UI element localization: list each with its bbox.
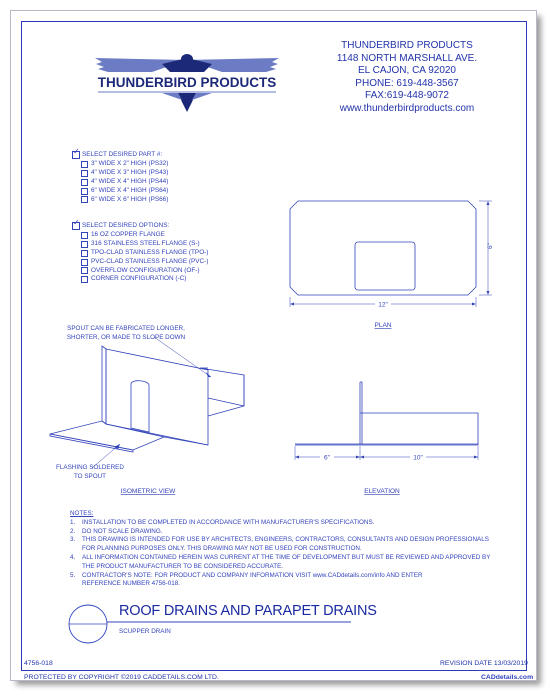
plan-view — [280, 190, 500, 340]
note-line: 2. DO NOT SCALE DRAWING. — [70, 527, 163, 535]
copyright-notice: PROTECTED BY COPYRIGHT ©2019 CADDETAILS.COM LTD. — [24, 674, 219, 681]
company-phone: PHONE: 619-448-3567 — [355, 77, 459, 89]
flashing-callout-line1: FLASHING SOLDERED — [56, 464, 124, 471]
checkbox-icon[interactable] — [81, 179, 88, 186]
isometric-view — [40, 320, 280, 500]
drawing-subtitle: SCUPPER DRAIN — [119, 628, 171, 635]
plan-width-dim: 12" — [378, 301, 388, 309]
option-item[interactable]: 16 OZ COPPER FLANGE — [72, 231, 208, 240]
checkbox-icon[interactable] — [81, 161, 88, 168]
part-option[interactable]: 6" WIDE X 4" HIGH (PS64) — [72, 187, 168, 196]
plan-drawing — [280, 190, 500, 340]
note-line: 1. INSTALLATION TO BE COMPLETED IN ACCORDANCE WITH MANUFACTURER'S SPECIFICATIONS. — [70, 518, 375, 526]
checkbox-icon[interactable] — [81, 259, 88, 266]
flashing-callout-line2: TO SPOUT — [73, 473, 107, 480]
option-item[interactable]: 316 STAINLESS STEEL FLANGE (S-) — [72, 240, 208, 249]
option-selection — [72, 222, 208, 284]
option-item[interactable]: PVC-CLAD STAINLESS FLANGE (PVC-) — [72, 258, 208, 267]
checkbox-icon[interactable] — [81, 170, 88, 177]
plan-height-dim: 6" — [487, 243, 494, 249]
company-info — [322, 40, 492, 116]
note-line: REFERENCE NUMBER 4756-018. — [82, 580, 180, 588]
thunderbird-logo — [92, 50, 282, 116]
note-line: 5. CONTRACTOR'S NOTE: FOR PRODUCT AND COMPANY INFORMATION VISIT www.CADdetails.com/info AND ENTER — [70, 571, 423, 579]
logo-text: THUNDERBIRD PRODUCTS — [97, 75, 277, 90]
elevation-drawing — [290, 378, 500, 498]
checked-checkbox-icon[interactable] — [72, 222, 80, 230]
option-item[interactable]: TPO-CLAD STAINLESS FLANGE (TPO-) — [72, 249, 208, 258]
isometric-label: ISOMETRIC VIEW — [120, 488, 176, 495]
part-selection-heading: ✓ SELECT DESIRED PART #: — [72, 151, 168, 160]
checked-checkbox-icon[interactable] — [72, 151, 80, 159]
checkbox-icon[interactable] — [81, 267, 88, 274]
isometric-drawing — [40, 320, 280, 500]
company-name: THUNDERBIRD PRODUCTS — [341, 40, 473, 51]
company-website[interactable]: www.thunderbirdproducts.com — [339, 102, 475, 114]
spout-callout-line1: SPOUT CAN BE FABRICATED LONGER, — [67, 325, 185, 332]
note-line: FOR PLANNING PURPOSES ONLY. THIS DRAWING MAY NOT BE USED FOR CONSTRUCTION. — [82, 545, 362, 553]
thunderbird-logo-graphic — [92, 50, 282, 116]
note-line: 4. ALL INFORMATION CONTAINED HEREIN WAS CURRENT AT THE TIME OF DEVELOPMENT BUT MUST BE REVIEWED AND APPROVED BY — [70, 553, 491, 561]
checkbox-icon[interactable] — [81, 250, 88, 257]
option-selection-heading: ✓ SELECT DESIRED OPTIONS: — [72, 222, 208, 231]
elevation-right-dim: 10" — [413, 454, 423, 462]
part-option[interactable]: 4" WIDE X 3" HIGH (PS43) — [72, 169, 168, 178]
part-selection — [72, 151, 168, 204]
elevation-left-dim: 6" — [324, 454, 330, 462]
drawing-title: ROOF DRAINS AND PARAPET DRAINS — [119, 603, 377, 619]
part-option[interactable]: 3" WIDE X 2" HIGH (PS32) — [72, 160, 168, 169]
drawing-reference: 4756-018 — [24, 660, 53, 667]
note-line: THE PRODUCT MANUFACTURER TO BE CONSIDERED ACCURATE. — [82, 562, 284, 570]
company-address: 1148 NORTH MARSHALL AVE. — [336, 52, 478, 64]
note-line: 3. THIS DRAWING IS INTENDED FOR USE BY ARCHITECTS, ENGINEERS, CONTRACTORS, CONSULTANTS AND DESIGN PROFESSIONALS — [70, 536, 489, 544]
revision-date: REVISION DATE 13/03/2019 — [440, 660, 528, 667]
checkbox-icon[interactable] — [81, 232, 88, 239]
notes-heading: NOTES: — [70, 510, 94, 517]
spout-callout-line2: SHORTER, OR MADE TO SLOPE DOWN — [66, 334, 186, 341]
company-fax: FAX:619-448-9072 — [365, 90, 449, 102]
elevation-view — [290, 378, 500, 498]
option-item[interactable]: CORNER CONFIGURATION (-C) — [72, 275, 208, 284]
elevation-label: ELEVATION — [364, 488, 400, 495]
checkbox-icon[interactable] — [81, 276, 88, 283]
checkbox-icon[interactable] — [81, 188, 88, 195]
checkbox-icon[interactable] — [81, 241, 88, 248]
plan-label: PLAN — [374, 322, 392, 329]
notes — [70, 510, 490, 589]
caddetails-logo[interactable]: CADdetails.com — [481, 674, 534, 681]
option-item[interactable]: OVERFLOW CONFIGURATION (OF-) — [72, 267, 208, 276]
part-option[interactable]: 4" WIDE X 4" HIGH (PS44) — [72, 178, 168, 187]
company-city: EL CAJON, CA 92020 — [357, 65, 456, 77]
checkbox-icon[interactable] — [81, 196, 88, 203]
part-option[interactable]: 6" WIDE X 6" HIGH (PS66) — [72, 196, 168, 205]
